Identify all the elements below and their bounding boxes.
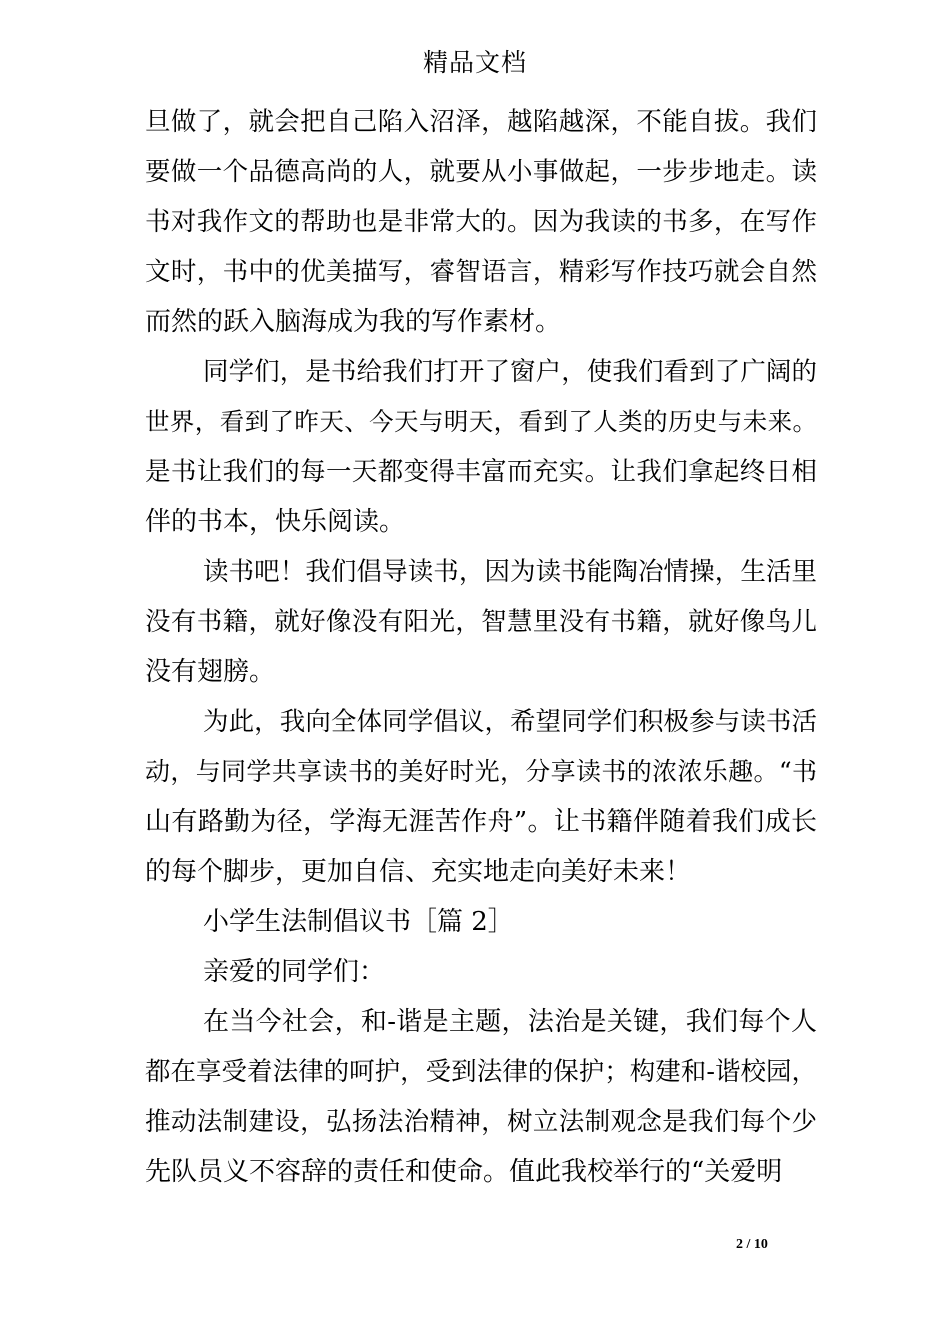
text-line: 推动法制建设，弘扬法治精神，树立法制观念是我们每个少 [145,1107,817,1137]
page-header-title: 精品文档 [422,48,527,77]
text-line: 旦做了，就会把自己陷入沼泽，越陷越深，不能自拔。我们 [145,107,817,137]
text-line: 没有翅膀。 [145,657,276,687]
paragraph-start-line: 同学们，是书给我们打开了窗户，使我们看到了广阔的 [203,357,817,387]
text-line: 要做一个品德高尚的人，就要从小事做起，一步步地走。读 [145,157,817,187]
text-line: 是书让我们的每一天都变得丰富而充实。让我们拿起终日相 [145,457,817,487]
text-line: 没有书籍，就好像没有阳光，智慧里没有书籍，就好像鸟儿 [145,607,817,637]
text-line: 伴的书本，快乐阅读。 [145,507,406,537]
paragraph-start-line: 读书吧！我们倡导读书，因为读书能陶冶情操，生活里 [203,557,817,587]
text-line: 山有路勤为径，学海无涯苦作舟”。让书籍伴随着我们成长 [145,807,817,837]
text-line: 书对我作文的帮助也是非常大的。因为我读的书多，在写作 [145,207,817,237]
text-line: 先队员义不容辞的责任和使命。值此我校举行的“关爱明 [145,1157,783,1187]
text-line: 而然的跃入脑海成为我的写作素材。 [145,307,562,337]
salutation: 亲爱的同学们： [203,957,386,987]
text-line: 文时，书中的优美描写，睿智语言，精彩写作技巧就会自然 [145,257,817,287]
text-line: 动，与同学共享读书的美好时光，分享读书的浓浓乐趣。“书 [145,757,817,786]
paragraph-start-line: 在当今社会，和-谐是主题，法治是关键，我们每个人 [203,1007,817,1037]
paragraph-start-line: 为此，我向全体同学倡议，希望同学们积极参与读书活 [203,707,817,737]
section-heading: 小学生法制倡议书［篇 2］ [203,907,514,937]
page-number: 2 / 10 [736,1237,768,1252]
document-body [145,97,817,1197]
text-line: 的每个脚步，更加自信、充实地走向美好未来！ [145,857,692,887]
text-line: 世界，看到了昨天、今天与明天，看到了人类的历史与未来。 [145,407,817,436]
text-line: 都在享受着法律的呵护，受到法律的保护；构建和-谐校园， [145,1057,817,1087]
